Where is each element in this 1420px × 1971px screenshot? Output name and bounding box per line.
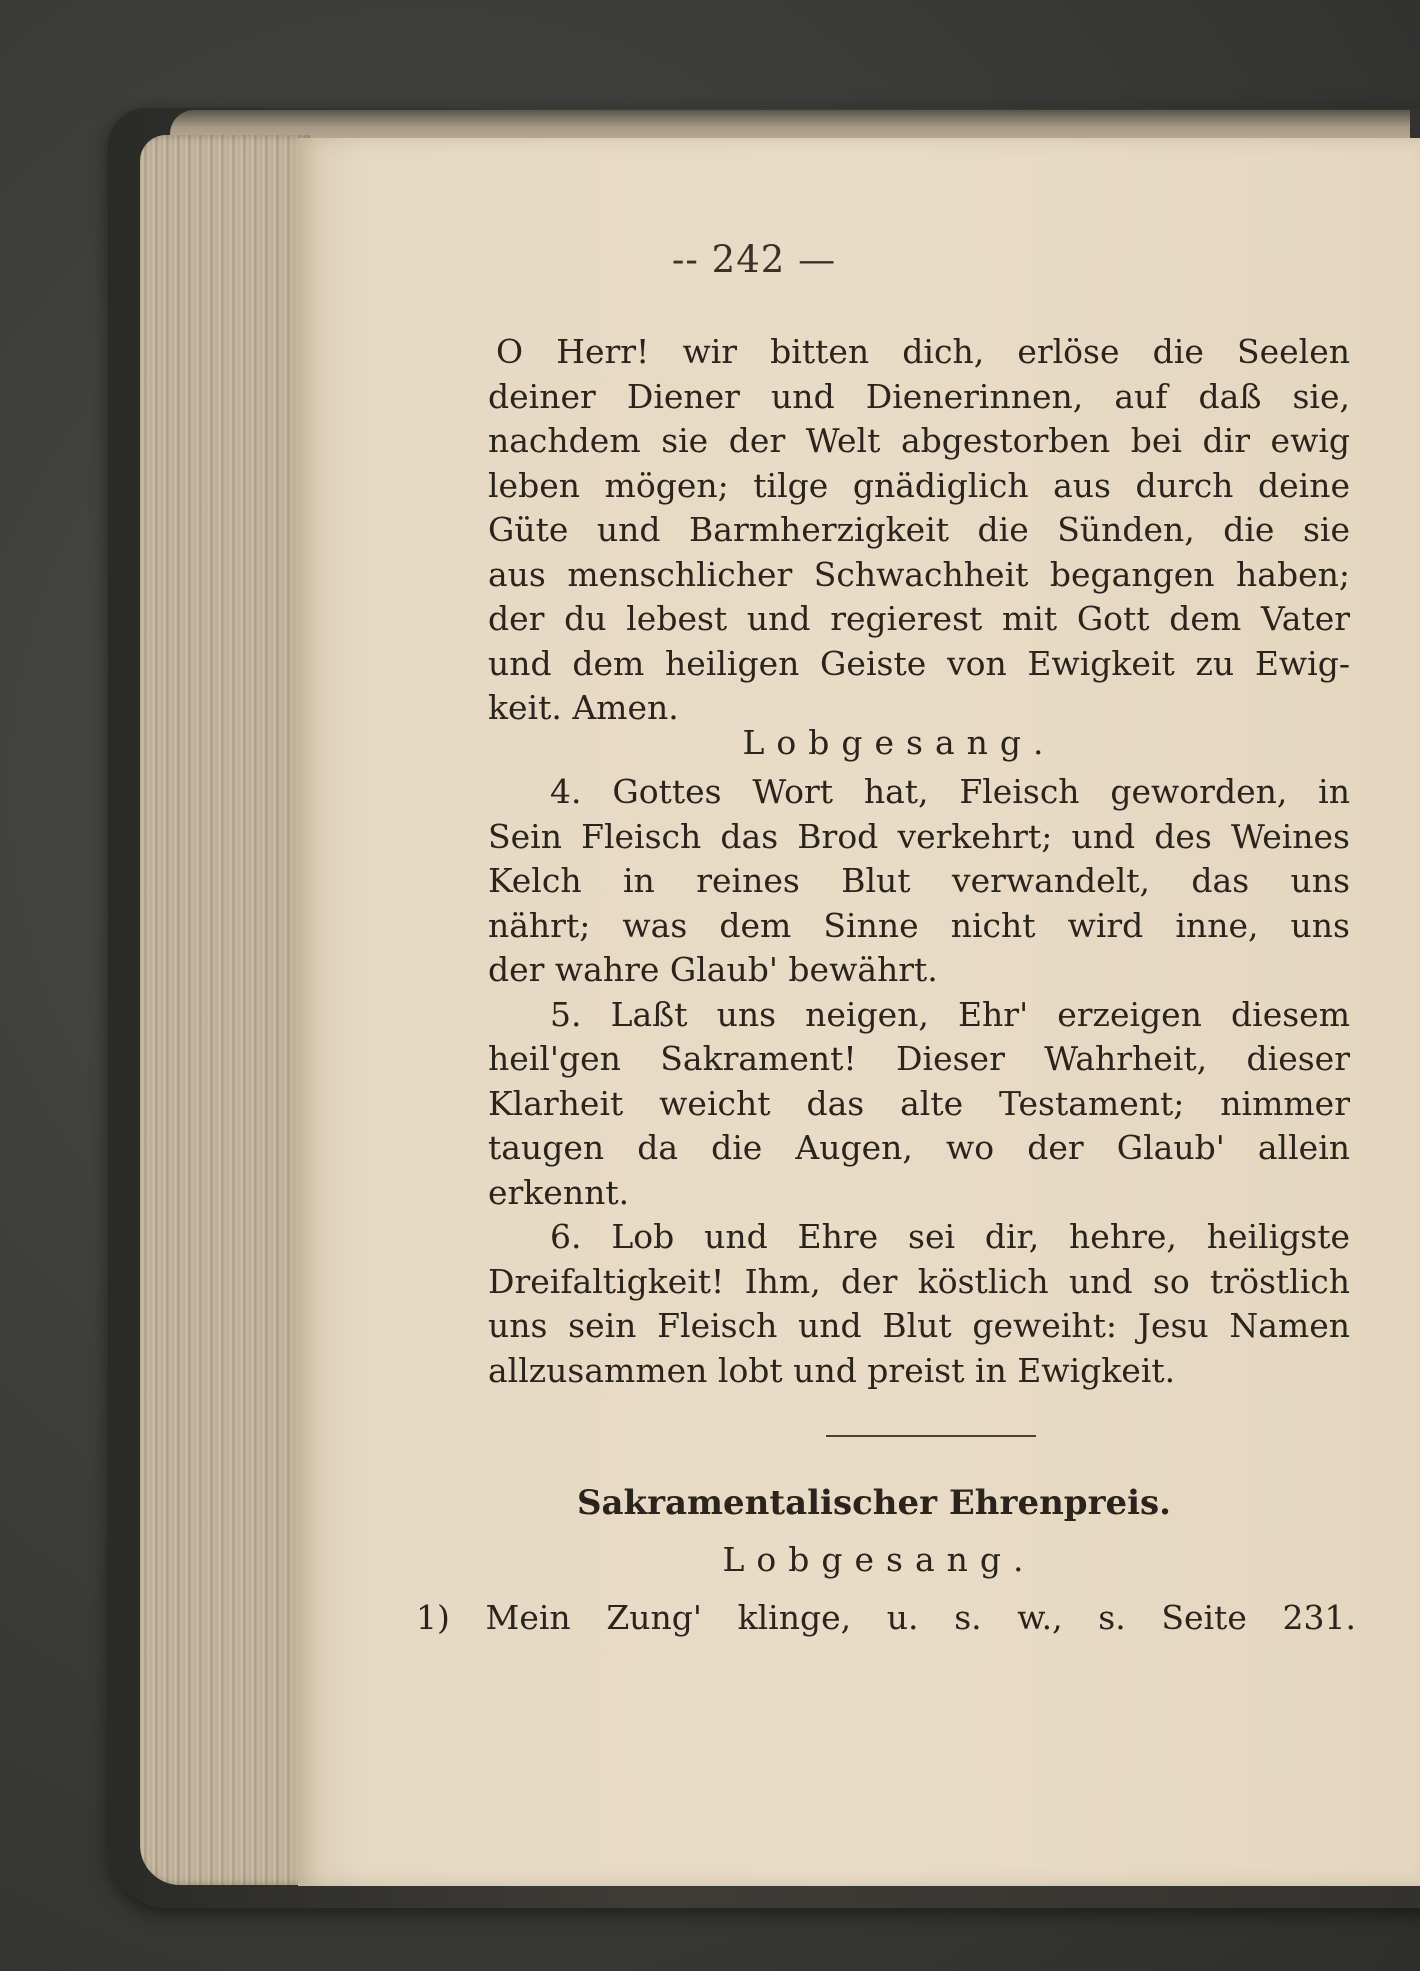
lobgesang-heading-2: Lobgesang. <box>722 1540 1036 1579</box>
verse-line: der wahre Glaub' bewährt. <box>488 950 938 989</box>
verse-line: 4. Gottes Wort hat, Fleisch geworden, in <box>550 772 1350 811</box>
page-number: -- 242 — <box>671 238 837 281</box>
verse-line: nährt; was dem Sinne nicht wird inne, uns <box>488 905 1350 945</box>
verse-line: Sein Fleisch das Brod verkehrt; und des Weines <box>488 816 1350 856</box>
reference-line <box>416 1596 1356 1641</box>
verse-line: 5. Laßt uns neigen, Ehr' erzeigen diesem <box>550 994 1350 1034</box>
verse-line: taugen da die Augen, wo der Glaub' allein <box>488 1128 1350 1167</box>
verse-line: Dreifaltigkeit! Ihm, der köstlich und so tröstlich <box>488 1261 1350 1301</box>
text-line: O Herr! wir bitten dich, erlöse die Seelen <box>496 332 1350 371</box>
reference-text: 1) Mein Zung' klinge, u. s. w., s. Seite 231. <box>416 1598 1356 1637</box>
section-heading: Sakramentalischer Ehrenpreis. <box>576 1483 1172 1523</box>
verse-line: allzusammen lobt und preist in Ewigkeit. <box>488 1350 1176 1390</box>
prayer-paragraph <box>488 330 1350 731</box>
hymn-verses <box>488 770 1350 1393</box>
verse-line: Kelch in reines Blut verwandelt, das uns <box>488 861 1350 900</box>
text-line: Güte und Barmherzigkeit die Sünden, die sie <box>488 510 1350 549</box>
book-page <box>298 138 1420 1886</box>
lobgesang-heading: Lobgesang. <box>742 723 1056 762</box>
verse-line: heil'gen Sakrament! Dieser Wahrheit, dieser <box>488 1039 1350 1078</box>
text-line: nachdem sie der Welt abgestorben bei dir ewig <box>488 421 1350 460</box>
verse-line: Klarheit weicht das alte Testament; nimmer <box>488 1083 1350 1123</box>
text-line: und dem heiligen Geiste von Ewigkeit zu Ewig- <box>488 643 1350 683</box>
text-line: leben mögen; tilge gnädiglich aus durch deine <box>488 465 1350 505</box>
section-divider <box>826 1435 1036 1437</box>
verse-line: erkennt. <box>488 1172 630 1212</box>
text-line: der du lebest und regierest mit Gott dem Vater <box>488 599 1350 638</box>
text-line: keit. Amen. <box>488 688 679 727</box>
text-line: deiner Diener und Dienerinnen, auf daß sie, <box>488 376 1350 416</box>
verse-line: uns sein Fleisch und Blut geweiht: Jesu Namen <box>488 1306 1350 1345</box>
page-stack-edges <box>140 135 310 1885</box>
text-line: aus menschlicher Schwachheit begangen haben; <box>488 554 1350 594</box>
verse-line: 6. Lob und Ehre sei dir, hehre, heiligste <box>550 1217 1350 1256</box>
